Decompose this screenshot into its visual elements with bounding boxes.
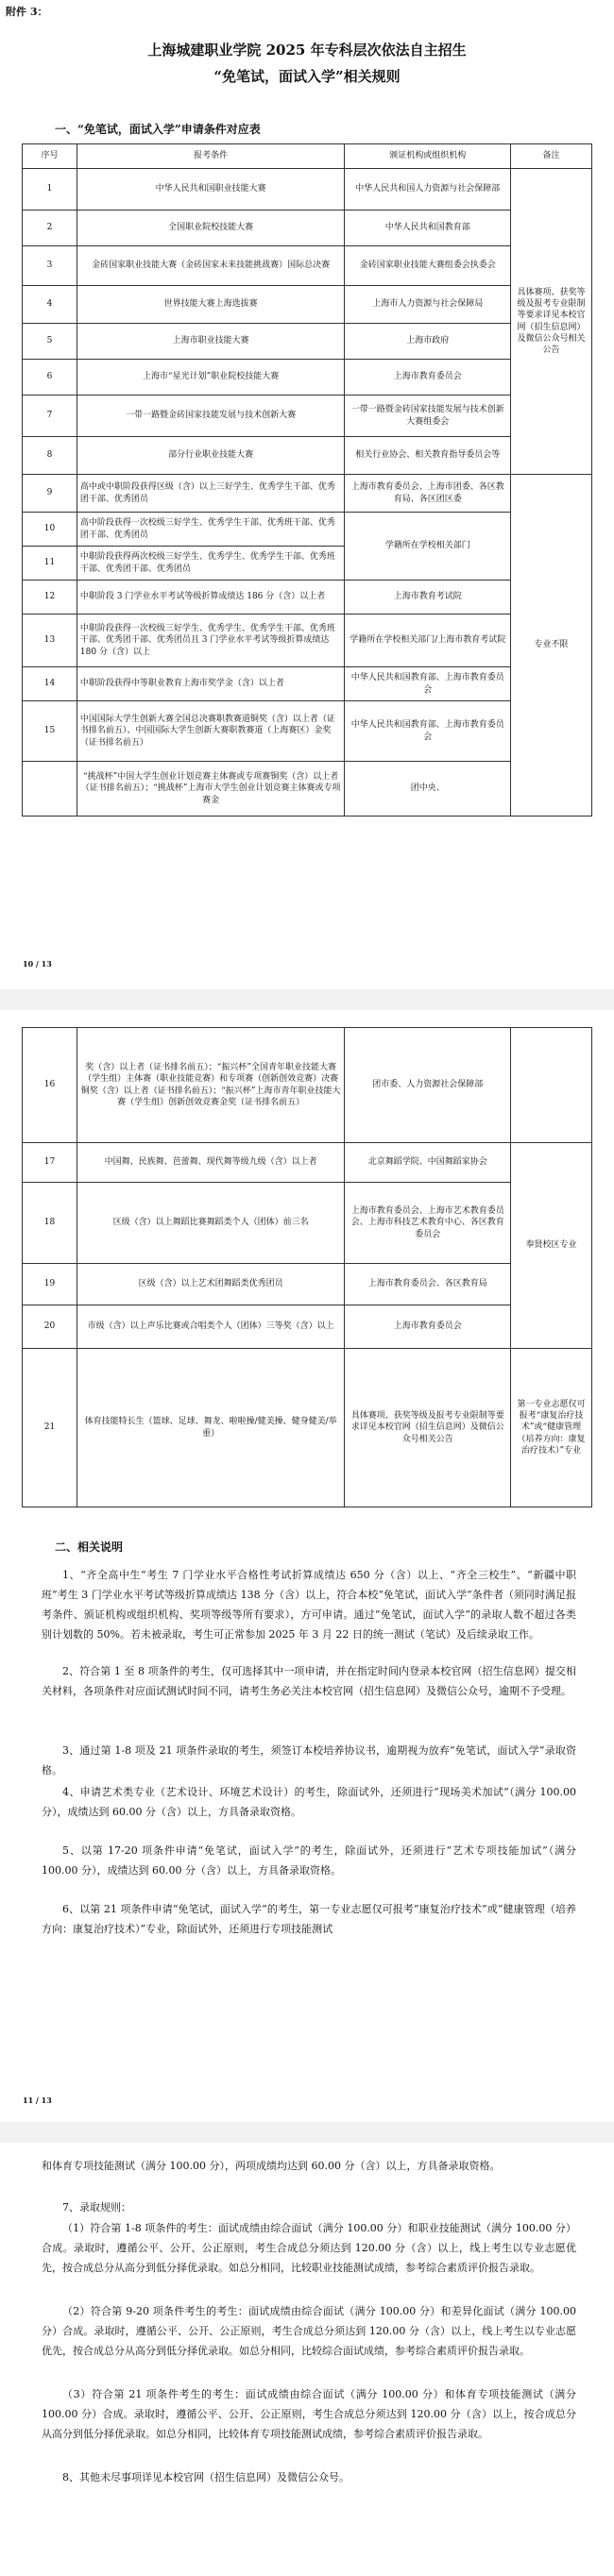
table-row	[23, 667, 592, 701]
header-remark: 备注	[511, 144, 592, 169]
row-condition: 中职阶段获得一次校级三好学生、优秀学生、优秀学生干部、优秀班干部、优秀团干部、优秀团员且 3 门学业水平考试等级折算成绩达 180 分（含）以上	[77, 615, 345, 667]
row-no	[23, 762, 77, 817]
table-row	[23, 324, 592, 360]
table-row	[23, 581, 592, 615]
row-organization: 具体赛项、获奖等级及报考专业限制等要求详见本校官网（招生信息网）及微信公众号相关公告	[345, 1349, 511, 1507]
note-2: 2、符合第 1 至 8 项条件的考生，仅可选择其中一项申请，并在指定时间内登录本校官网（招生信息网）提交相关材料，各项条件对应面试测试时间不同，请考生务必关注本校官网（招生信息网）及微信公众号，逾期不予受理。	[42, 1665, 576, 1697]
table-row	[23, 1305, 592, 1349]
table-row	[23, 396, 592, 437]
page-number: 11 / 13	[23, 2096, 52, 2105]
row-no: 15	[23, 701, 77, 762]
table-row	[23, 701, 592, 762]
row-no: 18	[23, 1183, 77, 1264]
note-3: 3、通过第 1-8 项及 21 项条件录取的考生，须签订本校培养协议书，逾期视为放弃“免笔试，面试入学”录取资格。	[42, 1744, 576, 1776]
row-condition: 市级（含）以上声乐比赛或合唱类个人（团体）三等奖（含）以上	[77, 1305, 344, 1349]
table-row	[23, 169, 592, 210]
page-12	[0, 2143, 614, 2576]
row-no: 21	[23, 1349, 77, 1507]
row-no: 19	[23, 1264, 77, 1305]
page-10	[0, 0, 614, 989]
row-organization: 团市委、人力资源社会保障部	[345, 1028, 511, 1143]
rule-7-1: （1）符合第 1-8 项条件的考生：面试成绩由综合面试（满分 100.00 分）和职业技能测试（满分 100.00 分）合成。录取时，遵循公平、公开、公正原则，考生合成总分须达到 120.00 分（含）以上，线上考生以专业志愿优先，按合成总分从高分到低分择优录取。如总分相同，比较职业技能测试成绩，参考综合素质评价报告录取。	[42, 2222, 576, 2274]
table-row	[23, 286, 592, 324]
row-remark	[511, 1028, 592, 1143]
row-no: 17	[23, 1143, 77, 1183]
table-row	[23, 437, 592, 475]
row-condition: “挑战杯”中国大学生创业计划竞赛主体赛或专项赛铜奖（含）以上者（证书排名前五）；“挑战杯”上海市大学生创业计划竞赛主体赛或专项赛金	[77, 762, 345, 817]
row-organization: 中华人民共和国教育部	[345, 210, 511, 246]
row-condition: 中华人民共和国职业技能大赛	[77, 169, 345, 210]
table-row	[23, 475, 592, 513]
row-organization: 学籍所在学校相关部门	[345, 513, 511, 581]
row-condition: 中国舞、民族舞、芭蕾舞、现代舞等级九级（含）以上者	[77, 1143, 344, 1183]
row-condition: 世界技能大赛上海选拔赛	[77, 286, 345, 324]
row-organization: 上海市教育委员会	[345, 1305, 511, 1349]
table-row	[23, 1183, 592, 1264]
row-condition: 中职阶段 3 门学业水平考试等级折算成绩达 186 分（含）以上者	[77, 581, 345, 615]
header-organization: 颁证机构或组织机构	[345, 144, 511, 169]
row-condition: 一带一路暨金砖国家技能发展与技术创新大赛	[77, 396, 345, 437]
row-no: 7	[23, 396, 77, 437]
row-organization: 上海市教育委员会	[345, 360, 511, 396]
table-header-row	[23, 144, 592, 169]
row-organization: 北京舞蹈学院、中国舞蹈家协会	[345, 1143, 511, 1183]
row-condition: 高中阶段获得一次校级三好学生、优秀学生干部、优秀班干部、优秀团干部、优秀团员	[77, 513, 345, 547]
row-organization: 团中央、	[345, 762, 511, 817]
page-11	[0, 1010, 614, 2122]
table-row	[23, 762, 592, 817]
row-no: 8	[23, 437, 77, 475]
note-1: 1、“齐全高中生”考生 7 门学业水平合格性考试折算成绩达 650 分（含）以上、“齐全三校生”、“新疆中职班”考生 3 门学业水平考试等级折算成绩达 138 分（含）以上，符合本校“免笔试，面试入学”条件者（须同时满足报考条件、颁证机构或组织机构、奖项等级等所有要求），方可申请。通过“免笔试，面试入学”的录取人数不超过各类别计划数的 50%。若未被录取，考生可正常参加 2025 年 3 月 22 日的统一测试（笔试）及后续录取工作。	[42, 1569, 576, 1641]
row-organization: 相关行业协会、相关教育指导委员会等	[345, 437, 511, 475]
row-condition: 中国国际大学生创新大赛全国总决赛职教赛道铜奖（含）以上者（证书排名前五）、中国国际大学生创新大赛职教赛道（上海赛区）金奖（证书排名前五）	[77, 701, 345, 762]
row-organization: 上海市教育考试院	[345, 581, 511, 615]
table-row	[23, 246, 592, 286]
section1-title: 一、“免笔试，面试入学”申请条件对应表	[55, 123, 261, 136]
row-organization: 中华人民共和国教育部、上海市教育委员会	[345, 701, 511, 762]
row-condition: 区级（含）以上艺术团舞蹈类优秀团员	[77, 1264, 344, 1305]
conditions-table-part1	[22, 143, 592, 817]
row-condition: 高中或中职阶段获得区级（含）以上三好学生、优秀学生干部、优秀团干部、优秀团员	[77, 475, 345, 513]
note-4: 4、申请艺术类专业（艺术设计、环境艺术设计）的考生，除面试外，还须进行“现场美术加试”（满分 100.00 分），成绩达到 60.00 分（含）以上，方具备录取资格。	[42, 1786, 576, 1818]
header-condition: 报考条件	[77, 144, 345, 169]
row-no: 14	[23, 667, 77, 701]
row-no: 13	[23, 615, 77, 667]
table-row	[23, 1143, 592, 1183]
row-no: 12	[23, 581, 77, 615]
row-no: 9	[23, 475, 77, 513]
row-organization: 上海市教育委员会、上海市团委、各区教育局、各区团区委	[345, 475, 511, 513]
row-condition: 中职阶段获得两次校级三好学生、优秀学生、优秀学生干部、优秀班干部、优秀团干部、优秀团员	[77, 547, 345, 581]
row-condition: 上海市“星光计划”职业院校技能大赛	[77, 360, 345, 396]
row-condition: 体育技能特长生（篮球、足球、舞龙、啦啦操/健美操、健身健美/举重）	[77, 1349, 344, 1507]
row-organization: 中华人民共和国教育部、上海市教育委员会	[345, 667, 511, 701]
row-remark: 奉贤校区专业	[511, 1143, 592, 1349]
rule-7-heading: 7、录取规则：	[62, 2201, 131, 2214]
row-remark: 第一专业志愿仅可报考“康复治疗技术”或“健康管理（培养方向：康复治疗技术）”专业	[511, 1349, 592, 1507]
row-no: 2	[23, 210, 77, 246]
row-condition: 中职阶段获得中等职业教育上海市奖学金（含）以上者	[77, 667, 345, 701]
row-condition: 部分行业职业技能大赛	[77, 437, 345, 475]
table-row	[23, 210, 592, 246]
row-organization: 金砖国家职业技能大赛组委会执委会	[345, 246, 511, 286]
table-row	[23, 513, 592, 547]
table-row	[23, 1349, 592, 1507]
header-no: 序号	[23, 144, 77, 169]
row-organization: 上海市人力资源与社会保障局	[345, 286, 511, 324]
document-title-line1: 上海城建职业学院 2025 年专科层次依法自主招生	[147, 42, 467, 59]
conditions-table-part2	[22, 1027, 592, 1507]
table-row	[23, 360, 592, 396]
row-organization: 一带一路暨金砖国家技能发展与技术创新大赛组委会	[345, 396, 511, 437]
row-condition: 上海市职业技能大赛	[77, 324, 345, 360]
row-no: 4	[23, 286, 77, 324]
annex-label: 附件 3：	[6, 6, 48, 18]
row-condition: 全国职业院校技能大赛	[77, 210, 345, 246]
table-row	[23, 1028, 592, 1143]
row-no: 11	[23, 547, 77, 581]
row-no: 10	[23, 513, 77, 547]
table-row	[23, 1264, 592, 1305]
row-remark: 专业不限	[511, 475, 592, 817]
section2-title: 二、相关说明	[55, 1541, 124, 1554]
row-no: 16	[23, 1028, 77, 1143]
row-organization: 上海市教育委员会、上海市艺术教育委员会、上海市科技艺术教育中心、各区教育委员会	[345, 1183, 511, 1264]
document-title-line2: “免笔试，面试入学”相关规则	[213, 68, 401, 85]
note-6-continued: 和体育专项技能测试（满分 100.00 分），两项成绩均达到 60.00 分（含）以上，方具备录取资格。	[42, 2160, 501, 2172]
row-no: 20	[23, 1305, 77, 1349]
row-organization: 上海市教育委员会、各区教育局	[345, 1264, 511, 1305]
note-5: 5、以第 17-20 项条件申请“免笔试，面试入学”的考生，除面试外，还须进行“艺术专项技能加试”（满分 100.00 分），成绩达到 60.00 分（含）以上，方具备录取资格。	[42, 1844, 576, 1877]
rule-8: 8、其他未尽事项详见本校官网（招生信息网）及微信公众号。	[62, 2471, 350, 2483]
row-no: 6	[23, 360, 77, 396]
row-organization: 上海市政府	[345, 324, 511, 360]
row-condition: 区级（含）以上舞蹈比赛舞蹈类个人（团体）前三名	[77, 1183, 344, 1264]
row-condition: 奖（含）以上者（证书排名前五）；“振兴杯”全国青年职业技能大赛（学生组）主体赛（职业技能竞赛）和专项赛（创新创效竞赛）决赛铜奖（含）以上者（证书排名前五）；“振兴杯”上海市青年职业技能大赛（学生组）创新创效竞赛金奖（证书排名前五）	[77, 1028, 344, 1143]
row-organization: 中华人民共和国人力资源与社会保障部	[345, 169, 511, 210]
page-number: 10 / 13	[23, 959, 52, 968]
rule-7-2: （2）符合第 9-20 项条件考生的考生：面试成绩由综合面试（满分 100.00 分）和差异化面试（满分 100.00 分）合成。录取时，遵循公平、公开、公正原则，考生合成总分须达到 120.00 分（含）以上，线上考生以专业志愿优先，按合成总分从高分到低分择优录取。如总分相同，比较综合面试成绩，参考综合素质评价报告录取。	[42, 2305, 576, 2357]
note-6: 6、以第 21 项条件申请“免笔试，面试入学”的考生，第一专业志愿仅可报考“康复治疗技术”或“健康管理（培养方向：康复治疗技术）”专业，除面试外，还须进行专项技能测试	[42, 1903, 576, 1935]
row-condition: 金砖国家职业技能大赛（金砖国家未来技能挑战赛）国际总决赛	[77, 246, 345, 286]
row-remark: 具体赛项、获奖等级及报考专业限制等要求详见本校官网（招生信息网）及微信公众号相关公告	[511, 169, 592, 475]
row-no: 5	[23, 324, 77, 360]
row-no: 3	[23, 246, 77, 286]
row-no: 1	[23, 169, 77, 210]
rule-7-3: （3）符合第 21 项条件考生的考生：面试成绩由综合面试（满分 100.00 分）和体育专项技能测试（满分 100.00 分）合成。录取时，遵循公平、公开、公正原则，考生合成总分须达到 120.00 分（含）以上，按合成总分从高分到低分择优录取。如总分相同，比较体育专项技能测试成绩，参考综合素质评价报告录取。	[42, 2388, 576, 2440]
table-row	[23, 615, 592, 667]
row-organization: 学籍所在学校相关部门/上海市教育考试院	[345, 615, 511, 667]
